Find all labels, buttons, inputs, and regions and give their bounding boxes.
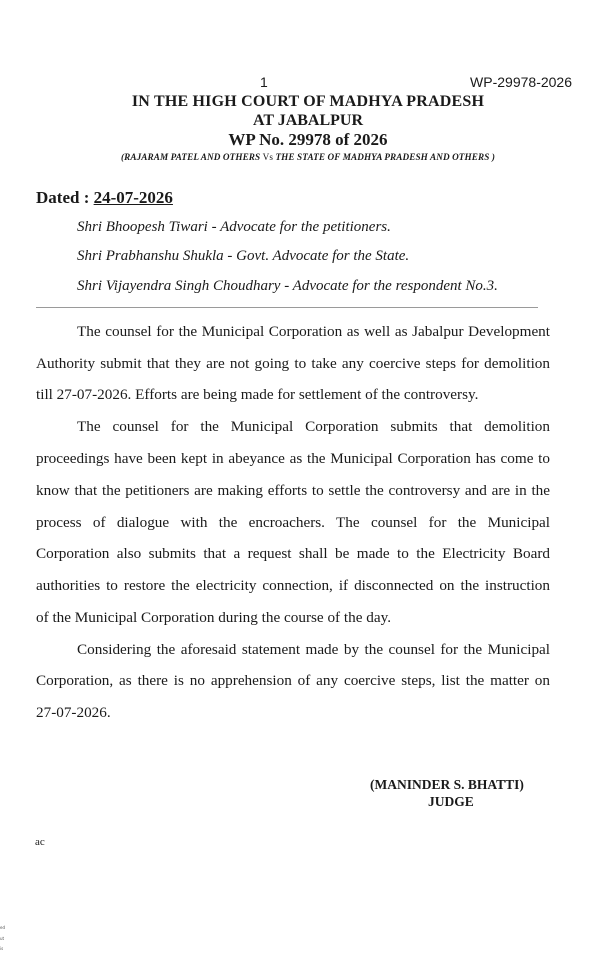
case-reference: WP-29978-2026 bbox=[470, 74, 572, 90]
order-line: 27-07-2026. bbox=[36, 704, 111, 721]
order-line: process of dialogue with the encroachers. The counsel for the Municipal bbox=[36, 514, 550, 531]
appearance-petitioners: Shri Bhoopesh Tiwari - Advocate for the petitioners. bbox=[77, 219, 391, 235]
appearance-state: Shri Prabhanshu Shukla - Govt. Advocate for the State. bbox=[77, 248, 410, 264]
order-date bbox=[36, 188, 173, 208]
order-line: authorities to restore the electricity connection, if disconnected on the instruction bbox=[36, 577, 550, 594]
typist-initials: ac bbox=[35, 836, 45, 848]
bench-name: AT JABALPUR bbox=[252, 112, 364, 129]
order-line: know that the petitioners are making efforts to settle the controversy and are in the bbox=[36, 482, 550, 499]
order-line: proceedings have been kept in abeyance as the Municipal Corporation has come to bbox=[36, 450, 550, 467]
court-name: IN THE HIGH COURT OF MADHYA PRADESH bbox=[131, 93, 485, 110]
versus-label: Vs bbox=[262, 152, 274, 162]
judge-name: (MANINDER S. BHATTI) bbox=[370, 777, 524, 792]
order-line: Authority submit that they are not going to take any coercive steps for demolition bbox=[36, 355, 550, 372]
respondent-name: THE STATE OF MADHYA PRADESH AND OTHERS ) bbox=[273, 152, 495, 162]
order-line: till 27-07-2026. Efforts are being made for settlement of the controversy. bbox=[36, 386, 479, 403]
judge-designation: JUDGE bbox=[428, 794, 474, 809]
date-label: Dated : bbox=[36, 188, 94, 207]
order-line: of the Municipal Corporation during the course of the day. bbox=[36, 609, 391, 626]
margin-mark: ut bbox=[0, 936, 5, 941]
divider-line bbox=[36, 307, 538, 308]
order-line: Corporation, as there is no apprehension of any coercive steps, list the matter on bbox=[36, 672, 550, 689]
order-line: The counsel for the Municipal Corporation submits that demolition bbox=[77, 418, 550, 435]
case-parties bbox=[0, 152, 616, 162]
petitioner-name: (RAJARAM PATEL AND OTHERS bbox=[121, 152, 263, 162]
order-line: Considering the aforesaid statement made by the counsel for the Municipal bbox=[77, 641, 550, 658]
margin-mark: ed bbox=[0, 925, 5, 930]
page-number: 1 bbox=[260, 74, 268, 90]
date-value: 24-07-2026 bbox=[93, 188, 173, 207]
appearance-respondent-3: Shri Vijayendra Singh Choudhary - Advocate for the respondent No.3. bbox=[77, 278, 498, 294]
margin-mark: is bbox=[0, 946, 4, 951]
case-number: WP No. 29978 of 2026 bbox=[228, 130, 388, 149]
order-line: Corporation also submits that a request shall be made to the Electricity Board bbox=[36, 545, 550, 562]
order-line: The counsel for the Municipal Corporation as well as Jabalpur Development bbox=[77, 323, 550, 340]
